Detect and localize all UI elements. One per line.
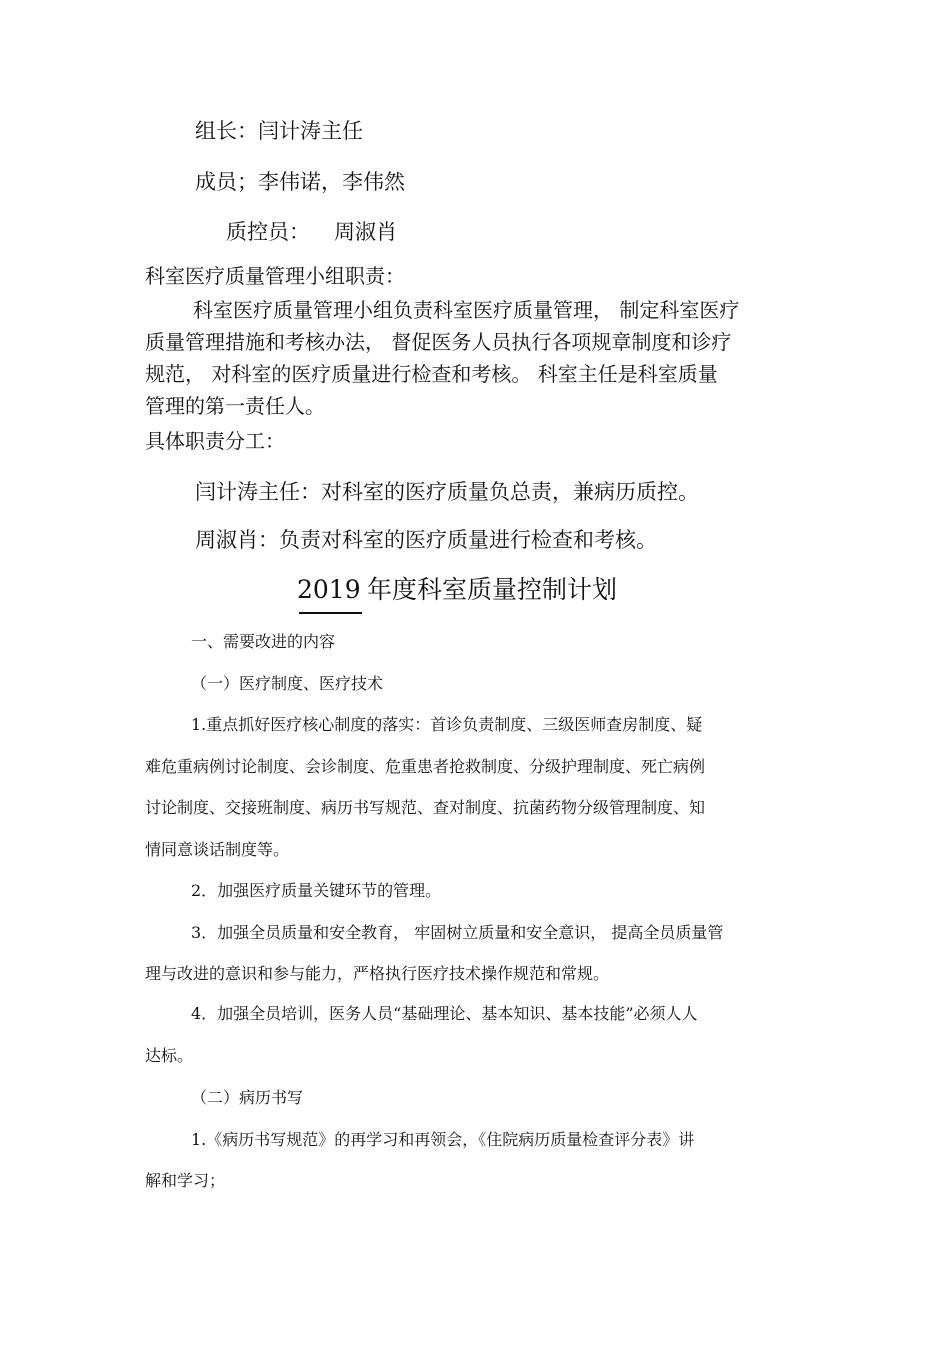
division-item: 闫计涛主任：对科室的医疗质量负总责，兼病历质控。 (195, 480, 699, 504)
duties-heading: 科室医疗质量管理小组职责： (145, 264, 405, 288)
section-heading: 一、需要改进的内容 (191, 632, 336, 651)
group-leader: 组长：闫计涛主任 (195, 119, 363, 143)
plan-item-line: 达标。 (145, 1046, 194, 1065)
plan-title-year: 2019 (297, 575, 361, 604)
duties-para-line: 质量管理措施和考核办法， 督促医务人员执行各项规章制度和诊疗 (145, 330, 732, 354)
plan-item-line: 情同意谈话制度等。 (145, 840, 290, 859)
plan-item-line: 理与改进的意识和参与能力，严格执行医疗技术操作规范和常规。 (145, 964, 610, 983)
qc-label: 质控员： (226, 220, 310, 244)
plan-item-line: 2．加强医疗质量关键环节的管理。 (191, 881, 442, 900)
plan-item-line: 讨论制度、交接班制度、病历书写规范、查对制度、抗菌药物分级管理制度、知 (145, 798, 706, 817)
duties-para-line: 科室医疗质量管理小组负责科室医疗质量管理， 制定科室医疗 (193, 298, 740, 322)
subsection-heading: （二）病历书写 (191, 1088, 304, 1107)
subsection-heading: （一）医疗制度、医疗技术 (191, 674, 384, 693)
plan-item-line: 4．加强全员培训，医务人员“基础理论、基本知识、基本技能”必须人人 (191, 1004, 698, 1023)
plan-item-line: 3．加强全员质量和安全教育， 牢固树立质量和安全意识， 提高全员质量管 (191, 923, 724, 942)
plan-item-line: 难危重病例讨论制度、会诊制度、危重患者抢救制度、分级护理制度、死亡病例 (145, 757, 706, 776)
division-item: 周淑肖：负责对科室的医疗质量进行检查和考核。 (195, 528, 657, 552)
plan-title-text: 年度科室质量控制计划 (367, 575, 618, 604)
plan-item-line: 1.《病历书写规范》的再学习和再领会，《住院病历质量检查评分表》讲 (191, 1130, 695, 1149)
duties-para-line: 规范， 对科室的医疗质量进行检查和考核。 科室主任是科室质量 (145, 362, 718, 386)
division-heading: 具体职责分工： (145, 429, 285, 453)
plan-item-line: 解和学习； (145, 1171, 226, 1190)
qc-name: 周淑肖 (334, 220, 397, 244)
plan-item-line: 1.重点抓好医疗核心制度的落实：首诊负责制度、三级医师查房制度、疑 (191, 715, 703, 734)
duties-para-line: 管理的第一责任人。 (145, 394, 325, 418)
group-members: 成员；李伟诺，李伟然 (195, 170, 405, 194)
title-underline (299, 612, 362, 614)
